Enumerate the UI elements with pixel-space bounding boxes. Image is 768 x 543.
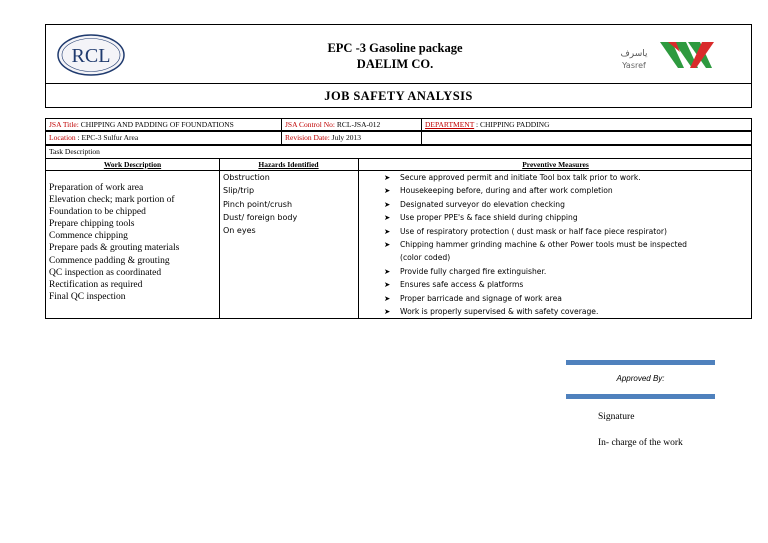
revision-cell (281, 131, 422, 145)
arrow-bullet-icon: ➤ (384, 307, 391, 317)
hazard-item: Pinch point/crush (223, 199, 293, 209)
arrow-bullet-icon: ➤ (384, 266, 391, 276)
jsa-title-cell (45, 118, 282, 131)
measure-item (384, 198, 746, 211)
measure-text: Use of respiratory protection ( dust mask or half face piece respirator) (400, 226, 667, 236)
arrow-bullet-icon: ➤ (384, 293, 391, 303)
measure-text: Housekeeping before, during and after work completion (400, 186, 613, 196)
control-no-value: RCL-JSA-012 (336, 120, 381, 129)
rcl-logo-text: RCL (71, 45, 111, 67)
arrow-bullet-icon: ➤ (384, 240, 391, 250)
approval-bottom-bar (566, 394, 715, 399)
work-item: Commence chipping (49, 231, 128, 242)
col-header-hazards: Hazards Identified (258, 160, 319, 169)
measure-item (384, 265, 746, 278)
project-title: EPC -3 Gasoline package (327, 41, 463, 55)
empty-info-cell (421, 131, 752, 145)
measure-item (384, 292, 746, 305)
measure-text: Designated surveyor do elevation checking (400, 199, 565, 209)
department-cell (421, 118, 752, 131)
header-title (230, 40, 560, 72)
revision-value: July 2013 (331, 133, 362, 142)
location-label: Location (49, 133, 76, 142)
hazards-list (223, 171, 297, 237)
measure-item (384, 184, 746, 197)
measure-text: Secure approved permit and initiate Tool box talk prior to work. (400, 173, 641, 182)
document-title: JOB SAFETY ANALYSIS (45, 84, 752, 108)
measure-text: (color coded) (400, 253, 451, 263)
work-description-list (49, 182, 179, 303)
location-cell (45, 131, 282, 145)
control-no-cell (281, 118, 422, 131)
department-value: : CHIPPING PADDING (476, 120, 550, 129)
arrow-bullet-icon: ➤ (384, 186, 391, 196)
department-label: DEPARTMENT (425, 120, 475, 129)
signature-label: Signature (598, 412, 635, 422)
work-item: Prepare chipping tools (49, 219, 135, 230)
measure-text: Provide fully charged fire extinguisher. (400, 266, 547, 276)
arrow-bullet-icon: ➤ (384, 226, 391, 236)
measure-text: Ensures safe access & platforms (400, 280, 524, 290)
work-item: Elevation check; mark portion of (49, 195, 175, 206)
approval-top-bar (566, 360, 715, 365)
col-header-measures: Preventive Measures (522, 160, 589, 169)
arrow-bullet-icon: ➤ (384, 280, 391, 290)
column-divider (219, 159, 220, 318)
measure-item (384, 305, 746, 318)
measure-item (384, 225, 746, 238)
measure-text: Chipping hammer grinding machine & other Power tools must be inspected (400, 240, 687, 250)
column-divider (358, 159, 359, 318)
work-item: QC inspection as coordinated (49, 267, 162, 278)
contractor-name: DAELIM CO. (356, 57, 434, 71)
measure-item (384, 278, 746, 291)
hazard-item: On eyes (223, 226, 256, 236)
col-header-work: Work Description (103, 160, 162, 169)
measure-continuation (384, 251, 746, 264)
work-item: Prepare pads & grouting materials (49, 243, 180, 254)
job-safety-table (45, 158, 752, 319)
arrow-bullet-icon: ➤ (384, 173, 391, 182)
revision-label: Revision Date: (285, 133, 330, 142)
measure-text: Use proper PPE's & face shield during chipping (400, 213, 578, 223)
jsa-title-label: JSA Title: (49, 120, 79, 129)
jsa-title-value: CHIPPING AND PADDING OF FOUNDATIONS (80, 120, 234, 129)
hazard-item: Slip/trip (223, 186, 255, 196)
measure-item (384, 238, 746, 251)
arrow-bullet-icon: ➤ (384, 199, 391, 209)
approved-by-label: Approved By: (616, 374, 665, 383)
measure-text: Work is properly supervised & with safety coverage. (400, 307, 599, 317)
yasref-arabic-text: ياسرف (620, 49, 648, 59)
work-item: Final QC inspection (49, 291, 126, 302)
control-no-label: JSA Control No: (285, 120, 336, 129)
yasref-logo-text: Yasref (622, 61, 646, 70)
hazard-item: Dust/ foreign body (223, 212, 298, 222)
measure-item (384, 171, 746, 184)
arrow-bullet-icon: ➤ (384, 213, 391, 223)
work-item: Preparation of work area (49, 183, 144, 193)
task-description-label: Task Description (49, 147, 100, 156)
task-description-row (45, 145, 752, 158)
yasref-logo (610, 38, 720, 74)
preventive-measures-list (384, 171, 746, 318)
rcl-logo (56, 32, 126, 78)
work-item: Foundation to be chipped (49, 207, 146, 218)
work-item: Commence padding & grouting (49, 255, 170, 266)
in-charge-label: In- charge of the work (598, 438, 683, 448)
measure-item (384, 211, 746, 224)
measure-text: Proper barricade and signage of work area (400, 293, 562, 303)
hazard-item: Obstruction (223, 173, 270, 182)
work-item: Rectification as required (49, 279, 143, 290)
location-value: : EPC-3 Sulfur Area (77, 133, 139, 142)
